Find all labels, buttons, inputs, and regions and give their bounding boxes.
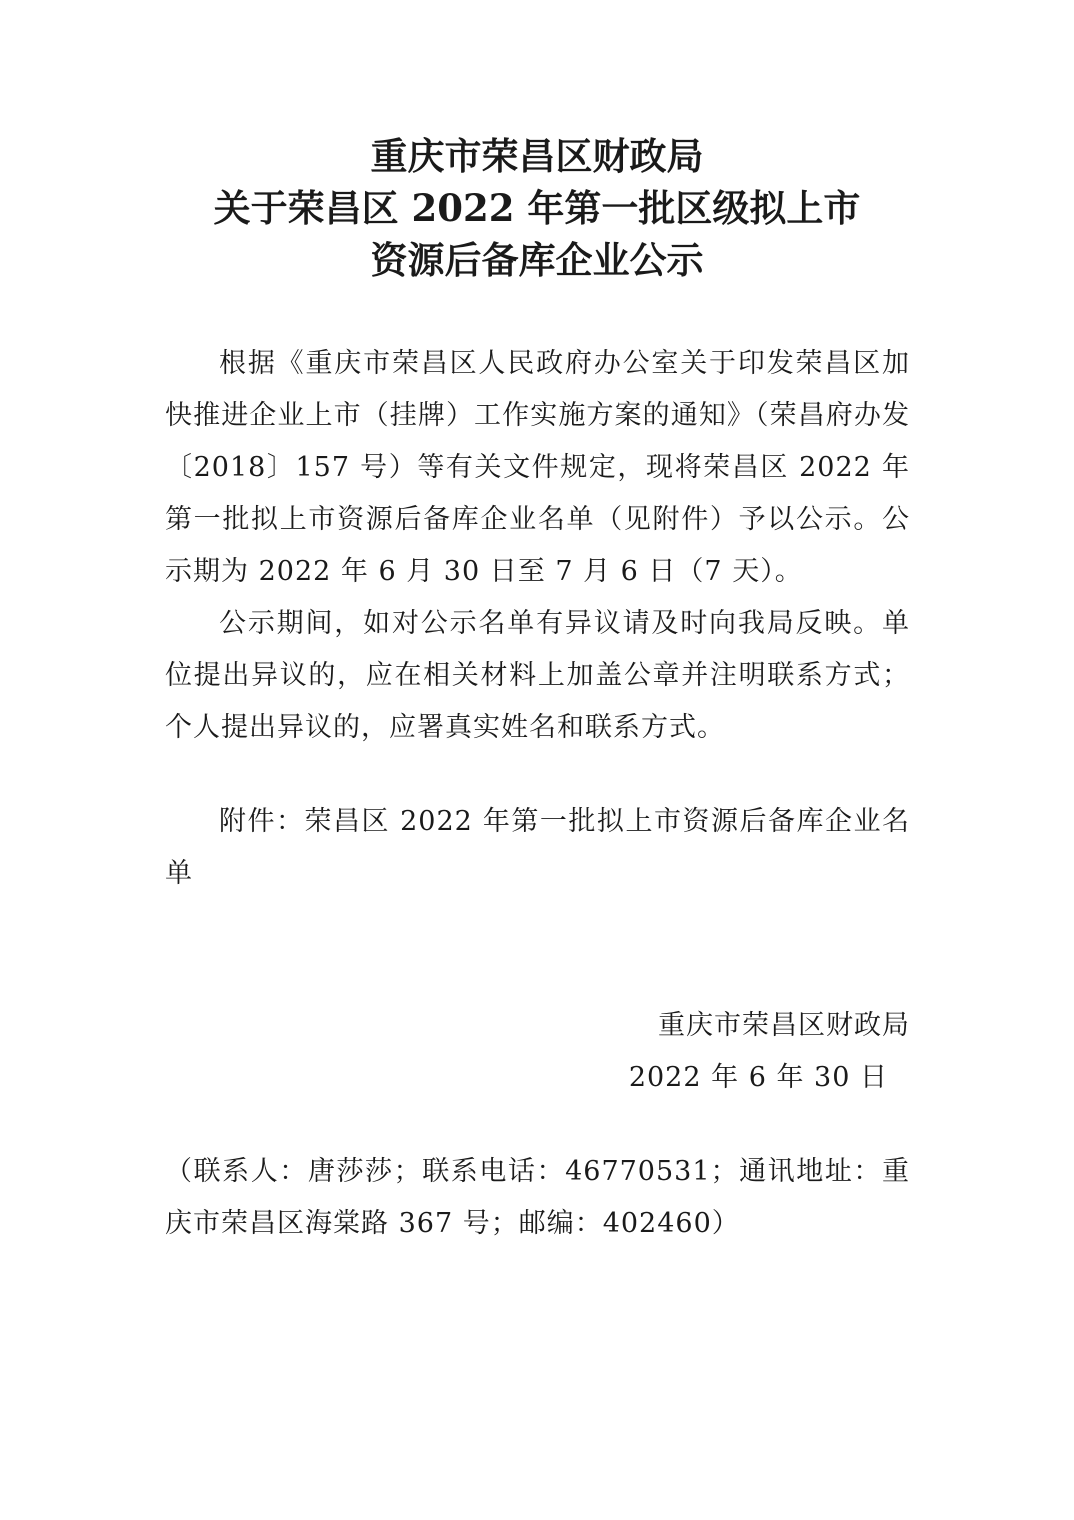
- title-line-1: 重庆市荣昌区财政局: [370, 134, 704, 178]
- body-paragraph-basis: [165, 338, 910, 598]
- paragraph-text: 公示期间，如对公示名单有异议请及时向我局反映。单位提出异议的，应在相关材料上加盖公章并注明联系方式；个人提出异议的，应署真实姓名和联系方式。: [165, 608, 910, 743]
- attachment-text: 附件：荣昌区 2022 年第一批拟上市资源后备库企业名单: [165, 806, 910, 889]
- contact-text: （联系人：唐莎莎；联系电话：46770531；通讯地址：重庆市荣昌区海棠路 367 号；邮编：402460）: [165, 1156, 910, 1239]
- title-line-2: 关于荣昌区 2022 年第一批区级拟上市: [213, 186, 861, 230]
- body-paragraph-objection: [165, 598, 910, 754]
- paragraph-text: 根据《重庆市荣昌区人民政府办公室关于印发荣昌区加快推进企业上市（挂牌）工作实施方案的通知》（荣昌府办发〔2018〕157 号）等有关文件规定，现将荣昌区 2022 年第一批拟上市资源后备库企业名单（见附件）予以公示。公示期为 2022 年 6 月 30 日至 7 月 6 日（7 天）。: [165, 348, 910, 587]
- signature-date: 2022 年 6 年 30 日: [628, 1062, 888, 1093]
- signature-org: 重庆市荣昌区财政局: [658, 1010, 910, 1041]
- contact-info: [165, 1146, 910, 1250]
- document-title: [0, 130, 1074, 286]
- title-line-3: 资源后备库企业公示: [370, 238, 704, 282]
- attachment-note: [165, 796, 910, 900]
- signature-block: [629, 1000, 910, 1104]
